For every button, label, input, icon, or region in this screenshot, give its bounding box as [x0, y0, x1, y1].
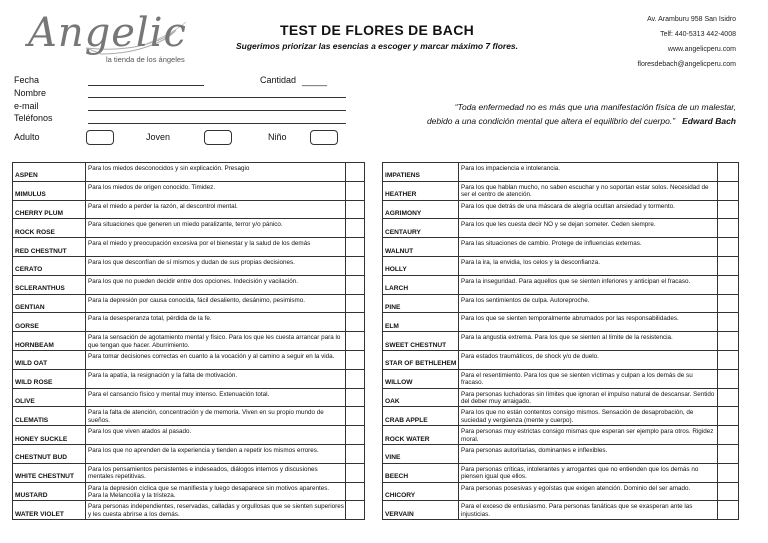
flower-description: Para los miedos de origen conocido. Timidez. [86, 181, 346, 200]
flower-name: STAR OF BETHLEHEM [383, 350, 459, 369]
flower-description: Para el exceso de entusiasmo. Para personas fanáticas que se exasperan ante las injusticias. [459, 501, 718, 520]
flower-description: Para los pensamientos persistentes e indeseados, diálogos internos y discusiones mentales repetitivas. [86, 463, 346, 482]
fecha-field[interactable] [88, 85, 204, 86]
flower-name: BEECH [383, 463, 459, 482]
brand-name: Angelic [28, 10, 187, 56]
flower-name: WILD ROSE [13, 369, 86, 388]
flower-name: IMPATIENS [383, 163, 459, 182]
flower-row [13, 163, 365, 182]
flower-name: VERVAIN [383, 501, 459, 520]
flower-description: Para la desesperanza total, pérdida de la fe. [86, 313, 346, 332]
flower-row [383, 444, 739, 463]
flower-name: CHICORY [383, 482, 459, 501]
flower-select-cell[interactable] [346, 332, 365, 351]
flower-select-cell[interactable] [718, 350, 739, 369]
flower-row [383, 482, 739, 501]
quote-line-2-text: debido a una condición mental que altera el equilibrio del cuerpo.” [426, 116, 676, 126]
flower-description: Para personas críticas, intolerantes y arrogantes que no entienden que los demás no piensen igual que ellos. [459, 463, 718, 482]
adulto-label: Adulto [14, 132, 40, 142]
flower-description: Para la falta de atención, concentración y de memoria. Viven en su propio mundo de sueños. [86, 407, 346, 426]
brand-tagline: la tienda de los ángeles [106, 55, 185, 64]
contact-block [637, 12, 736, 72]
flower-name: CLEMATIS [13, 407, 86, 426]
email-label: e-mail [14, 101, 39, 111]
flower-name: HONEY SUCKLE [13, 426, 86, 445]
page-title: TEST DE FLORES DE BACH [279, 22, 475, 38]
flower-select-cell[interactable] [346, 501, 365, 520]
flower-name: LARCH [383, 275, 459, 294]
flower-row [13, 238, 365, 257]
flower-name: GENTIAN [13, 294, 86, 313]
flower-select-cell[interactable] [346, 482, 365, 501]
flower-description: Para la depresión cíclica que se manifiesta y luego desaparece sin motivos aparentes. Para la Melancolía y la tristeza. [86, 482, 346, 501]
flower-row [383, 388, 739, 407]
flower-description: Para los que hablan mucho, no saben escuchar y no soportan estar solos. Necesidad de ser el centro de atención. [459, 181, 718, 200]
flower-name: CHERRY PLUM [13, 200, 86, 219]
flower-select-cell[interactable] [346, 256, 365, 275]
fecha-label: Fecha [14, 75, 40, 85]
flower-select-cell[interactable] [718, 501, 739, 520]
contact-email[interactable]: floresdebach@angelicperu.com [637, 61, 736, 68]
flower-name: SCLERANTHUS [13, 275, 86, 294]
flower-select-cell[interactable] [718, 275, 739, 294]
flower-row [13, 313, 365, 332]
flower-row [13, 275, 365, 294]
flower-description: Para los que viven atados al pasado. [86, 426, 346, 445]
joven-checkbox[interactable] [204, 130, 232, 145]
flower-select-cell[interactable] [346, 426, 365, 445]
quote-line-2 [376, 114, 736, 128]
flower-name: VINE [383, 444, 459, 463]
flower-select-cell[interactable] [718, 407, 739, 426]
flower-name: ASPEN [13, 163, 86, 182]
flower-description: Para la ira, la envidia, los celos y la desconfianza. [459, 256, 718, 275]
flower-select-cell[interactable] [346, 219, 365, 238]
flower-name: OAK [383, 388, 459, 407]
flower-description: Para la inseguridad. Para aquellos que se sienten inferiores y anticipan el fracaso. [459, 275, 718, 294]
flower-row [383, 181, 739, 200]
flower-row [383, 313, 739, 332]
telefonos-field[interactable] [88, 123, 346, 124]
flower-row [13, 332, 365, 351]
flower-select-cell[interactable] [346, 294, 365, 313]
flower-name: CENTAURY [383, 219, 459, 238]
flower-name: WATER VIOLET [13, 501, 86, 520]
flower-name: CERATO [13, 256, 86, 275]
flower-name: WILLOW [383, 369, 459, 388]
flower-description: Para la angustia extrema. Para los que se sienten al límite de la resistencia. [459, 332, 718, 351]
flower-row [13, 181, 365, 200]
flower-row [13, 200, 365, 219]
flower-description: Para el miedo a perder la razón, al descontrol mental. [86, 200, 346, 219]
flower-row [383, 501, 739, 520]
flower-select-cell[interactable] [718, 463, 739, 482]
flower-description: Para los miedos desconocidos y sin explicación. Presagio [86, 163, 346, 182]
page-subtitle: Sugerimos priorizar las esencias a escoger y marcar máximo 7 flores. [235, 41, 519, 51]
flower-description: Para el miedo y preocupación excesiva por el bienestar y la salud de los demás [86, 238, 346, 257]
flower-row [383, 407, 739, 426]
flower-select-cell[interactable] [718, 482, 739, 501]
flower-row [383, 350, 739, 369]
flower-select-cell[interactable] [718, 200, 739, 219]
flower-description: Para el resentimiento. Para los que se sienten víctimas y culpan a los demás de su fracaso. [459, 369, 718, 388]
flower-row [383, 200, 739, 219]
flower-row [13, 444, 365, 463]
flower-row [383, 219, 739, 238]
flower-description: Para la apatía, la resignación y la falta de motivación. [86, 369, 346, 388]
flower-name: HORNBEAM [13, 332, 86, 351]
flower-select-cell[interactable] [718, 256, 739, 275]
flowers-table-right [382, 162, 739, 520]
flower-description: Para los que se sienten temporalmente abrumados por las responsabilidades. [459, 313, 718, 332]
flower-description: Para los que les cuesta decir NO y se dejan someter. Ceden siempre. [459, 219, 718, 238]
flower-row [13, 369, 365, 388]
flower-description: Para la depresión por causa conocida, fácil desaliento, desánimo, pesimismo. [86, 294, 346, 313]
flower-description: Para los sentimientos de culpa. Autoreproche. [459, 294, 718, 313]
contact-phone: Telf: 440-5313 442-4008 [660, 31, 736, 38]
flower-select-cell[interactable] [718, 332, 739, 351]
flowers-table-left [12, 162, 365, 520]
flower-name: CRAB APPLE [383, 407, 459, 426]
bach-quote [376, 100, 736, 128]
flower-description: Para personas autoritarias, dominantes e inflexibles. [459, 444, 718, 463]
flower-row [383, 275, 739, 294]
flower-name: MUSTARD [13, 482, 86, 501]
flower-description: Para estados traumáticos, de shock y/o de duelo. [459, 350, 718, 369]
joven-label: Joven [146, 132, 171, 142]
flower-name: MIMULUS [13, 181, 86, 200]
telefonos-label: Teléfonos [14, 113, 53, 123]
quote-author: Edward Bach [682, 116, 736, 126]
flower-select-cell[interactable] [346, 163, 365, 182]
flower-description: Para tomar decisiones correctas en cuanto a la vocación y al camino a seguir en la vida. [86, 350, 346, 369]
flower-row [383, 332, 739, 351]
flower-description: Para los impaciencia e intolerancia. [459, 163, 718, 182]
email-field[interactable] [88, 110, 346, 111]
flower-select-cell[interactable] [346, 181, 365, 200]
nombre-label: Nombre [14, 88, 47, 98]
flower-name: WHITE CHESTNUT [13, 463, 86, 482]
flower-row [383, 369, 739, 388]
brand-logo [26, 8, 196, 64]
flower-select-cell[interactable] [346, 444, 365, 463]
flower-select-cell[interactable] [346, 407, 365, 426]
flower-row [13, 256, 365, 275]
flower-row [13, 294, 365, 313]
flower-name: OLIVE [13, 388, 86, 407]
flower-row [383, 426, 739, 445]
flower-select-cell[interactable] [346, 238, 365, 257]
flower-name: CHESTNUT BUD [13, 444, 86, 463]
flower-row [13, 407, 365, 426]
flower-description: Para los que no aprenden de la experiencia y tienden a repetir los mismos errores. [86, 444, 346, 463]
flower-description: Para personas independientes, reservadas, calladas y orgullosas que se sienten superiores y les cuesta abrirse a los demás. [86, 501, 346, 520]
flower-description: Para el cansancio físico y mental muy intenso. Extenuación total. [86, 388, 346, 407]
flower-name: HOLLY [383, 256, 459, 275]
flower-row [383, 238, 739, 257]
flower-description: Para personas luchadoras sin límites que ignoran el impulso natural de descansar. Sentido del deber muy arraigado. [459, 388, 718, 407]
flower-select-cell[interactable] [346, 463, 365, 482]
flower-name: RED CHESTNUT [13, 238, 86, 257]
nino-label: Niño [268, 132, 287, 142]
flower-row [13, 388, 365, 407]
contact-address: Av. Aramburu 958 San Isidro [647, 16, 736, 23]
flower-select-cell[interactable] [718, 163, 739, 182]
flower-row [383, 294, 739, 313]
contact-web[interactable]: www.angelicperu.com [667, 46, 736, 53]
flower-select-cell[interactable] [346, 369, 365, 388]
flower-name: PINE [383, 294, 459, 313]
cantidad-field[interactable]: _____ [302, 76, 328, 86]
flower-row [13, 482, 365, 501]
flower-select-cell[interactable] [346, 313, 365, 332]
flower-name: ELM [383, 313, 459, 332]
quote-line-1: “Toda enfermedad no es más que una manifestación física de un malestar, [454, 102, 736, 112]
flower-select-cell[interactable] [718, 369, 739, 388]
flower-row [13, 501, 365, 520]
flower-description: Para situaciones que generen un miedo paralizante, terror y/o pánico. [86, 219, 346, 238]
flower-description: Para personas muy estrictas consigo mismas que esperan ser ejemplo para otros. Rigidez moral. [459, 426, 718, 445]
flower-select-cell[interactable] [346, 200, 365, 219]
flower-row [13, 350, 365, 369]
flower-row [383, 463, 739, 482]
flower-select-cell[interactable] [718, 219, 739, 238]
flower-select-cell[interactable] [346, 388, 365, 407]
flower-row [13, 219, 365, 238]
flower-name: ROCK ROSE [13, 219, 86, 238]
flower-select-cell[interactable] [718, 444, 739, 463]
flower-select-cell[interactable] [718, 388, 739, 407]
flower-select-cell[interactable] [346, 275, 365, 294]
flower-name: AGRIMONY [383, 200, 459, 219]
cantidad-label: Cantidad [260, 75, 297, 85]
flower-select-cell[interactable] [718, 426, 739, 445]
flower-name: WALNUT [383, 238, 459, 257]
flower-select-cell[interactable] [718, 181, 739, 200]
flower-name: SWEET CHESTNUT [383, 332, 459, 351]
nino-checkbox[interactable] [310, 130, 338, 145]
nombre-field[interactable] [88, 97, 346, 98]
flower-row [383, 256, 739, 275]
flower-description: Para los que desconfían de sí mismos y dudan de sus propias decisiones. [86, 256, 346, 275]
flower-select-cell[interactable] [718, 313, 739, 332]
flower-select-cell[interactable] [718, 238, 739, 257]
flower-description: Para la sensación de agotamiento mental y físico. Para los que les cuesta arrancar para lo que tengan que hacer. Aburrimiento. [86, 332, 346, 351]
flower-description: Para los que no pueden decidir entre dos opciones. Indecisión y vacilación. [86, 275, 346, 294]
flower-description: Para los que no están contentos consigo mismos. Sensación de desaprobación, de suciedad y vergüenza (mente y cuerpo). [459, 407, 718, 426]
flower-select-cell[interactable] [346, 350, 365, 369]
flower-row [383, 163, 739, 182]
flower-name: GORSE [13, 313, 86, 332]
flower-select-cell[interactable] [718, 294, 739, 313]
flower-row [13, 463, 365, 482]
adulto-checkbox[interactable] [86, 130, 114, 145]
flower-description: Para los que detrás de una máscara de alegría ocultan ansiedad y tormento. [459, 200, 718, 219]
flower-description: Para las situaciones de cambio. Protege de influencias externas. [459, 238, 718, 257]
flower-row [13, 426, 365, 445]
flower-name: WILD OAT [13, 350, 86, 369]
flower-name: HEATHER [383, 181, 459, 200]
flower-description: Para personas posesivas y egoístas que exigen atención. Dominio del ser amado. [459, 482, 718, 501]
flower-name: ROCK WATER [383, 426, 459, 445]
